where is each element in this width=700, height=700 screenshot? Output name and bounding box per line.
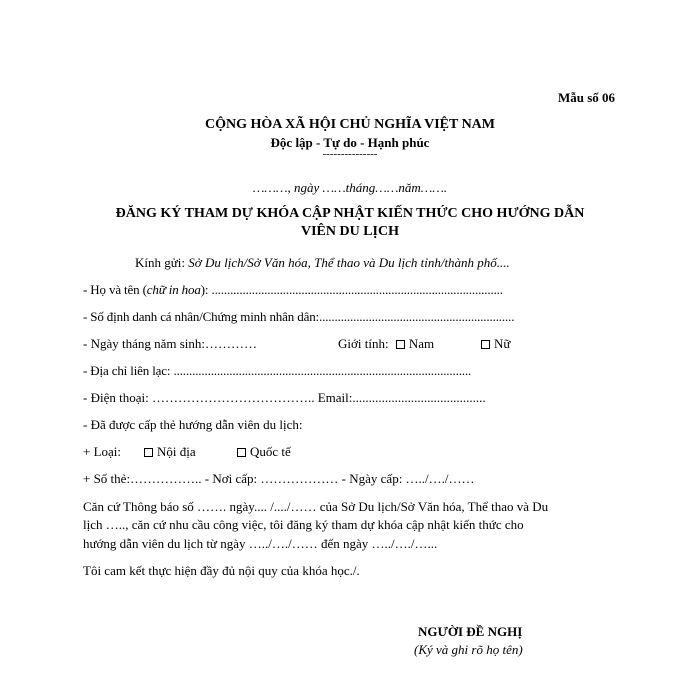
- form-number: Mẫu số 06: [558, 90, 616, 105]
- gender-male-label: Nam: [408, 336, 435, 351]
- full-name-hint: chữ in hoa: [146, 282, 201, 297]
- signature-title: NGƯỜI ĐỀ NGHỊ: [418, 624, 523, 639]
- id-number-field: - Số định danh cá nhân/Chứng minh nhân dân:...............................................................: [83, 309, 515, 324]
- gender-female-option: [481, 336, 510, 352]
- recipient-prefix: Kính gửi:: [135, 255, 189, 270]
- card-type-international: [237, 444, 291, 460]
- body-line-1: Căn cứ Thông báo số ……. ngày.... /..../…… của Sở Du lịch/Sở Văn hóa, Thể thao và Du: [83, 499, 549, 514]
- header-divider: ---------------: [322, 148, 378, 160]
- date-line: ………, ngày ……tháng……năm…….: [252, 180, 448, 195]
- full-name-field: [83, 282, 503, 298]
- card-number-field: + Số thẻ:…………….. - Nơi cấp: ……………… - Ngày cấp: …../…./……: [83, 471, 475, 486]
- recipient-value: Sở Du lịch/Sở Văn hóa, Thể thao và Du lịch tỉnh/thành phố....: [188, 255, 510, 270]
- recipient: [135, 255, 510, 271]
- phone-email-field: - Điện thoại: ……………………………….. Email:.........................................: [83, 390, 486, 405]
- signature-note: (Ký và ghi rõ họ tên): [414, 642, 523, 657]
- body-line-2: lịch ….., căn cứ nhu cầu công việc, tôi đăng ký tham dự khóa cập nhật kiến thức cho: [83, 517, 524, 532]
- body-line-3: hướng dẫn viên du lịch từ ngày …../…./…… đến ngày …../…./…...: [83, 536, 438, 551]
- full-name-prefix: - Họ và tên (: [83, 282, 147, 297]
- card-type-domestic-label: Nội địa: [157, 444, 196, 459]
- commitment-text: Tôi cam kết thực hiện đầy đủ nội quy của khóa học./.: [83, 563, 360, 578]
- form-title-line2: VIÊN DU LỊCH: [300, 224, 399, 239]
- card-type-international-checkbox[interactable]: [237, 448, 246, 457]
- gender-label: Giới tính:: [338, 336, 389, 351]
- gender-female-label: Nữ: [494, 336, 511, 351]
- card-type-domestic: [144, 444, 196, 460]
- full-name-suffix: ): ..............................................................................................: [200, 282, 503, 297]
- card-type-international-label: Quốc tế: [250, 444, 291, 459]
- birth-date-field: - Ngày tháng năm sinh:…………: [83, 336, 258, 351]
- gender-male-checkbox[interactable]: [396, 340, 405, 349]
- address-field: - Địa chỉ liên lạc: ................................................................................................: [83, 363, 472, 378]
- card-type-label: + Loại:: [83, 444, 122, 459]
- form-title-line1: ĐĂNG KÝ THAM DỰ KHÓA CẬP NHẬT KIẾN THỨC CHO HƯỚNG DẪN: [115, 206, 585, 221]
- gender-female-checkbox[interactable]: [481, 340, 490, 349]
- national-motto: Độc lập - Tự do - Hạnh phúc: [270, 135, 430, 150]
- card-type-domestic-checkbox[interactable]: [144, 448, 153, 457]
- national-header: CỘNG HÒA XÃ HỘI CHỦ NGHĨA VIỆT NAM: [204, 117, 495, 132]
- card-issued-label: - Đã được cấp thẻ hướng dẫn viên du lịch:: [83, 417, 303, 432]
- gender-field: [338, 336, 434, 352]
